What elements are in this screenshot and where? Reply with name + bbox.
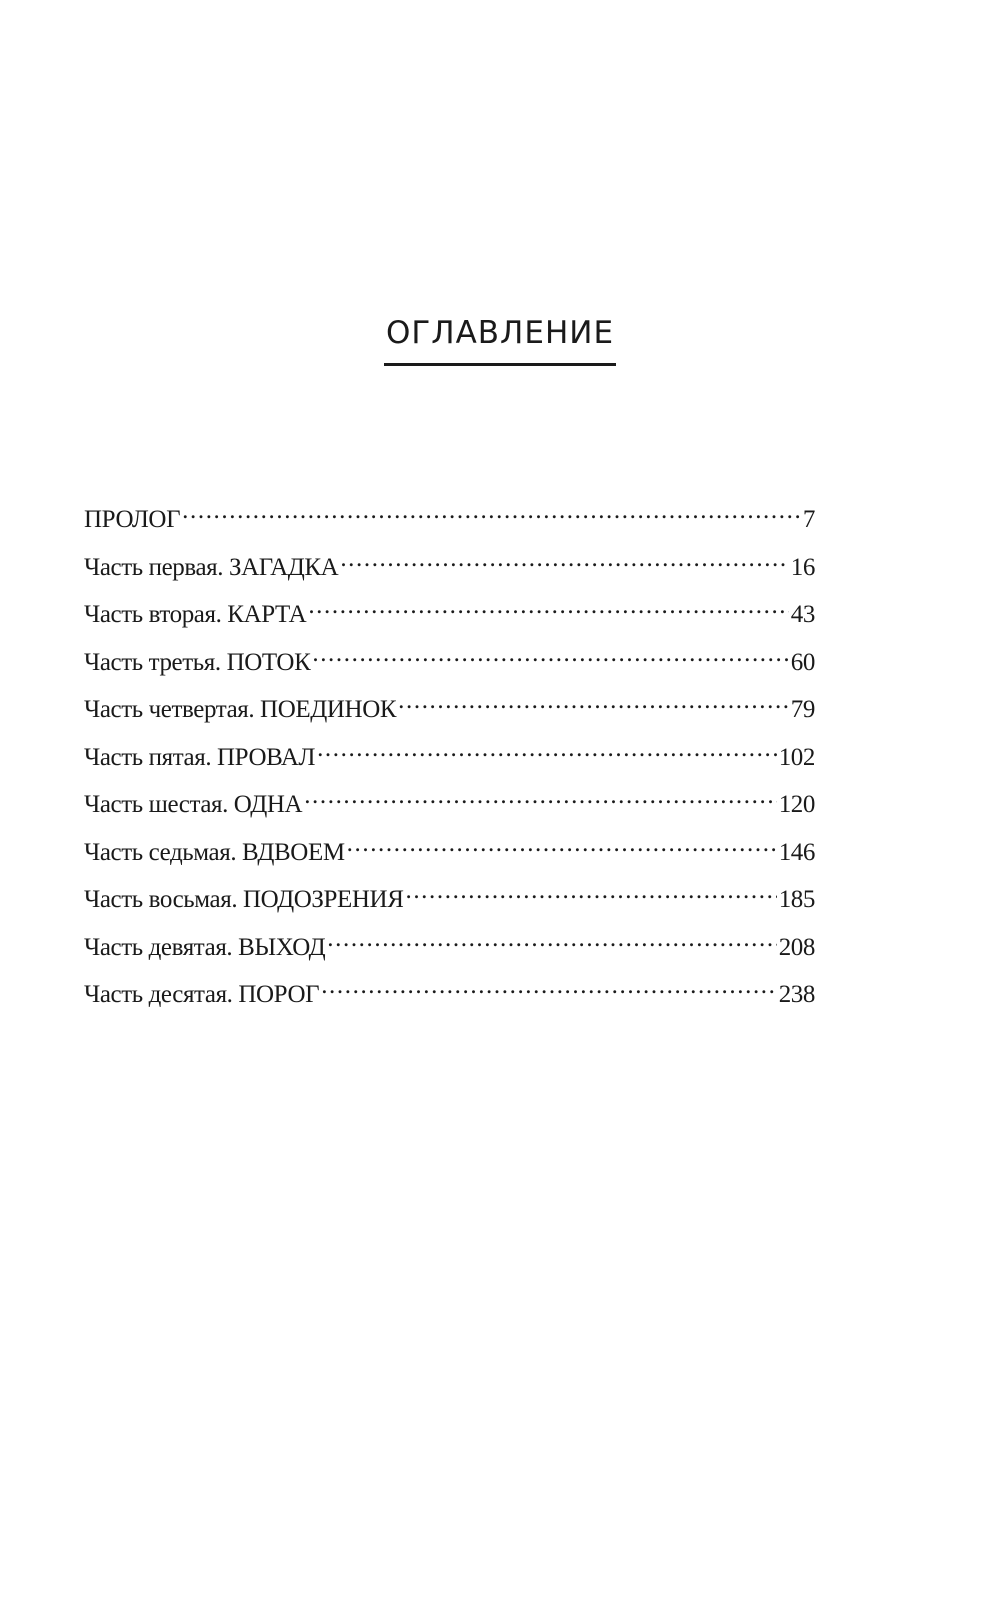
toc-entry-title: Часть девятая. ВЫХОД	[84, 933, 326, 961]
toc-entry-title: Часть седьмая. ВДВОЕМ	[84, 838, 345, 866]
toc-entry-page: 7	[802, 506, 815, 533]
toc-entry-part-6	[84, 787, 815, 835]
toc-entry-page: 79	[790, 696, 815, 723]
page-title: ОГЛАВЛЕНИЕ	[384, 318, 616, 366]
toc-entry-page: 208	[778, 933, 815, 961]
toc-entry-page: 60	[790, 648, 815, 676]
dot-leader	[340, 550, 788, 575]
toc-entry-title: Часть третья. ПОТОК	[84, 648, 311, 676]
toc-entry-title: Часть первая. ЗАГАДКА	[84, 553, 339, 581]
toc-entry-part-5	[84, 740, 815, 788]
toc-entry-title: Часть шестая. ОДНА	[84, 791, 303, 818]
toc-entry-title: Часть восьмая. ПОДОЗРЕНИЯ	[84, 886, 404, 913]
heading-container	[0, 315, 1000, 366]
toc-entry-prologue	[84, 502, 815, 550]
toc-entry-part-3	[84, 645, 815, 693]
toc-entry-part-10	[84, 977, 815, 1025]
toc-entry-part-7	[84, 835, 815, 883]
toc-entry-title: Часть десятая. ПОРОГ	[84, 981, 320, 1008]
toc-entry-part-9	[84, 930, 815, 978]
toc-entry-title: Часть вторая. КАРТА	[84, 601, 307, 628]
toc-entry-page: 16	[790, 553, 815, 581]
toc-entry-title: Часть четвертая. ПОЕДИНОК	[84, 696, 397, 723]
dot-leader	[304, 787, 777, 812]
toc-entry-page: 238	[778, 981, 815, 1008]
toc-entry-title: Часть пятая. ПРОВАЛ	[84, 743, 316, 771]
dot-leader	[347, 835, 777, 860]
dot-leader	[182, 502, 801, 527]
toc-entry-page: 43	[790, 601, 815, 628]
toc-entry-page: 146	[778, 838, 815, 866]
dot-leader	[321, 977, 776, 1002]
dot-leader	[308, 597, 788, 622]
toc-entry-part-8	[84, 882, 815, 930]
dot-leader	[312, 645, 788, 670]
toc-entry-part-4	[84, 692, 815, 740]
dot-leader	[317, 740, 777, 765]
dot-leader	[398, 692, 789, 717]
dot-leader	[405, 882, 776, 907]
toc-entry-part-2	[84, 597, 815, 645]
dot-leader	[327, 930, 776, 955]
toc-entry-part-1	[84, 550, 815, 598]
toc-entry-page: 185	[778, 886, 815, 913]
toc-entry-page: 120	[778, 791, 815, 818]
table-of-contents	[84, 502, 815, 1025]
toc-entry-page: 102	[778, 743, 815, 771]
toc-entry-title: ПРОЛОГ	[84, 506, 181, 533]
